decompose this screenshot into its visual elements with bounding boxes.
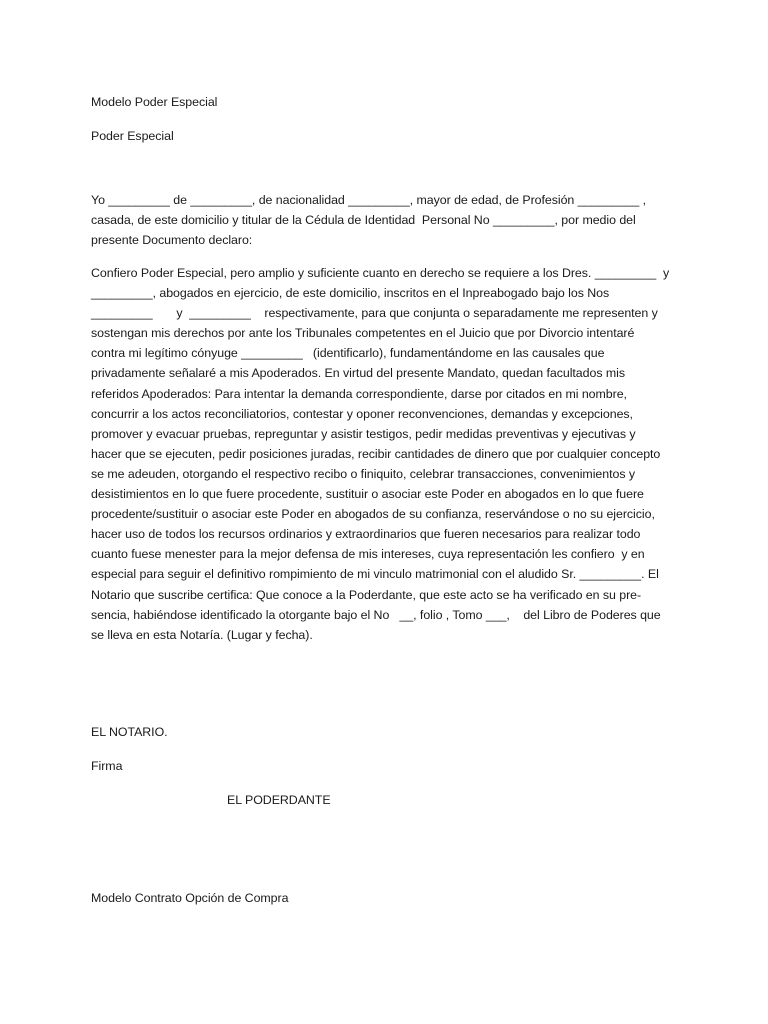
notary-label: EL NOTARIO. xyxy=(91,725,168,739)
paragraph-line: presente Documento declaro: xyxy=(91,233,253,248)
paragraph-line: especial para seguir el definitivo rompimiento de mi vinculo matrimonial con el aludido Sr. _________. El xyxy=(91,567,659,582)
intro-paragraph xyxy=(91,190,691,250)
next-section-heading: Modelo Contrato Opción de Compra xyxy=(91,891,289,905)
document-title: Modelo Poder Especial xyxy=(91,95,218,109)
signature-label: Firma xyxy=(91,759,123,773)
paragraph-line: _________, abogados en ejercicio, de este domicilio, inscritos en el Inpreabogado bajo los Nos xyxy=(91,286,610,301)
paragraph-line: hacer uso de todos los recursos ordinarios y extraordinarios que fueren necesarios para realizar todo xyxy=(91,527,641,542)
paragraph-line: hacer que se ejecuten, pedir posiciones juradas, recibir cantidades de dinero que por cualquier concepto xyxy=(91,446,661,461)
section-title: Poder Especial xyxy=(91,129,174,143)
paragraph-line: sencia, habiéndose identificado la otorgante bajo el No __, folio , Tomo ___, del Libro de Poderes que xyxy=(91,607,661,622)
paragraph-line: se lleva en esta Notaría. (Lugar y fecha). xyxy=(91,627,313,642)
main-paragraph xyxy=(91,263,691,645)
paragraph-line: concurrir a los actos reconciliatorios, contestar y oponer reconvenciones, demandas y excepciones, xyxy=(91,406,633,421)
paragraph-line: sostengan mis derechos por ante los Tribunales competentes en el Juicio que por Divorcio intentaré xyxy=(91,326,635,341)
paragraph-line: procedente/sustituir o asociar este Poder en abogados de su confianza, reservándose o no su ejercicio, xyxy=(91,507,655,522)
paragraph-line: cuanto fuese menester para la mejor defensa de mis intereses, cuya representación les confiero y en xyxy=(91,547,645,562)
paragraph-line: Notario que suscribe certifica: Que conoce a la Poderdante, que este acto se ha verificado en su pre- xyxy=(91,587,642,602)
paragraph-line: desistimientos en lo que fuere procedente, sustituir o asociar este Poder en abogados en lo que fuere xyxy=(91,487,644,502)
paragraph-line: Confiero Poder Especial, pero amplio y suficiente cuanto en derecho se requiere a los Dres. _________ y xyxy=(91,266,670,280)
paragraph-line: promover y evacuar pruebas, repreguntar y asistir testigos, pedir medidas preventivas y ejecutivas y xyxy=(91,426,636,441)
paragraph-line: contra mi legítimo cónyuge _________ (identificarlo), fundamentándome en las causales que xyxy=(91,346,605,361)
grantor-label: EL PODERDANTE xyxy=(227,793,331,807)
paragraph-line: Yo _________ de _________, de nacionalidad _________, mayor de edad, de Profesión _________ , xyxy=(91,193,647,207)
paragraph-line: referidos Apoderados: Para intentar la demanda correspondiente, darse por citados en mi nombre, xyxy=(91,386,627,401)
paragraph-line: casada, de este domicilio y titular de la Cédula de Identidad Personal No _________, por medio del xyxy=(91,213,636,228)
paragraph-line: se me adeuden, otorgando el respectivo recibo o finiquito, celebrar transacciones, convenimientos y xyxy=(91,466,635,481)
paragraph-line: privadamente señalaré a mis Apoderados. En virtud del presente Mandato, quedan facultados mis xyxy=(91,366,625,381)
paragraph-line: _________ y _________ respectivamente, para que conjunta o separadamente me representen y xyxy=(91,306,658,321)
